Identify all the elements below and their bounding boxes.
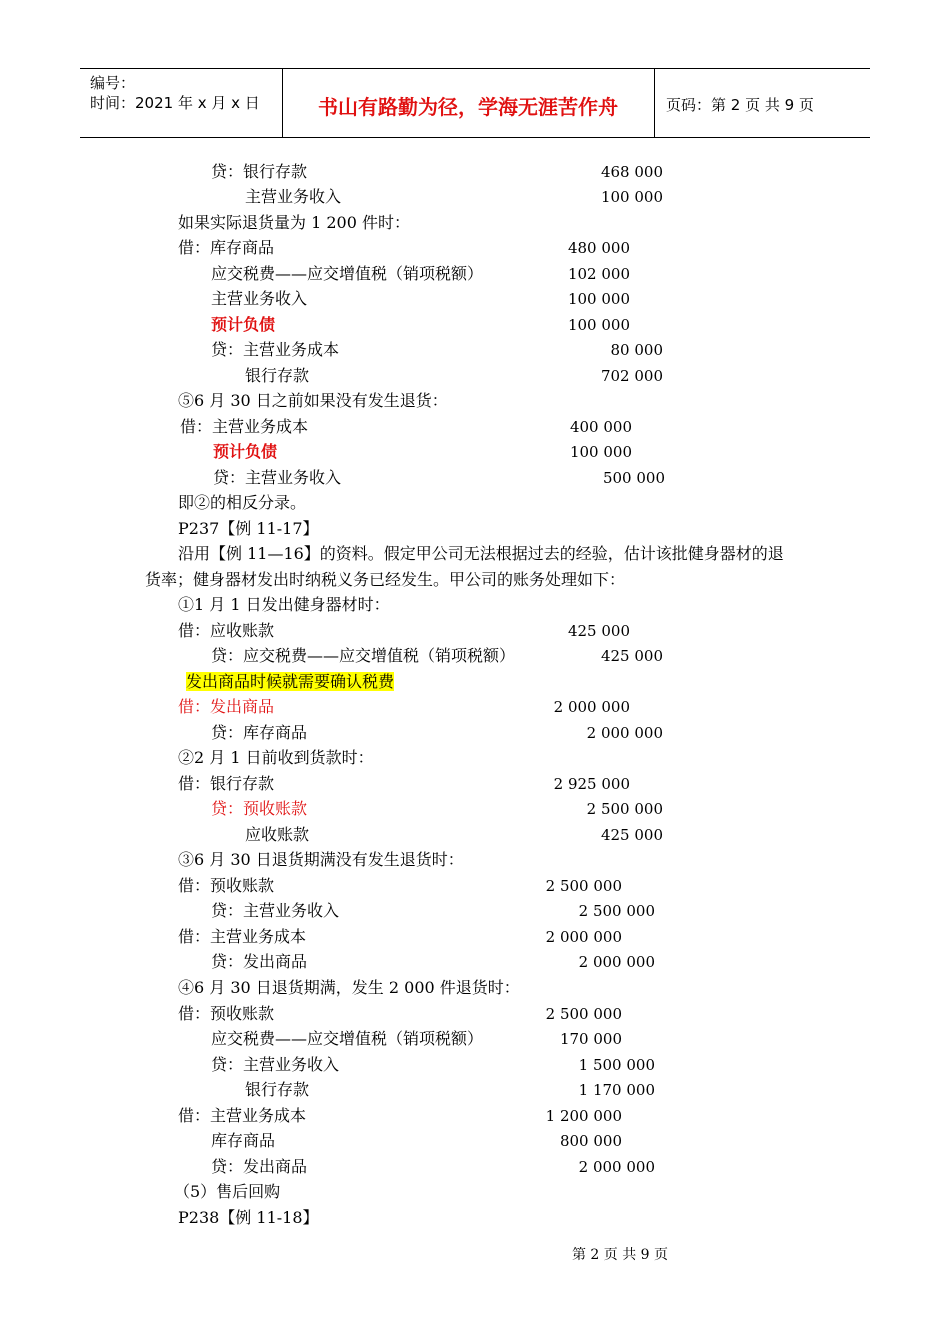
- entry-text: 贷：发出商品: [211, 1157, 308, 1176]
- entry-amount: 1 170 000: [578, 1081, 655, 1099]
- entry-text: 如果实际退货量为 1 200 件时：: [178, 213, 410, 232]
- entry-text: 应收账款: [245, 825, 310, 844]
- entry-text: 库存商品: [211, 1131, 276, 1150]
- entry-amount: 100 000: [567, 290, 630, 308]
- entry-text: 借：主营业务成本: [178, 927, 307, 946]
- entry-text: ②2 月 1 日前收到货款时：: [178, 748, 374, 767]
- entry-amount: 800 000: [559, 1132, 622, 1150]
- header-motto: 书山有路勤为径，学海无涯苦作舟: [318, 95, 618, 119]
- entry-text: 借：银行存款: [178, 774, 275, 793]
- header-left: [90, 73, 260, 113]
- entry-amount: 2 500 000: [545, 1005, 622, 1023]
- entry-amount: 1 500 000: [578, 1056, 655, 1074]
- entry-text: 即②的相反分录。: [178, 493, 307, 512]
- entry-text: 主营业务收入: [211, 289, 308, 308]
- entry-text: 贷：应交税费——应交增值税（销项税额）: [211, 646, 516, 665]
- entry-text: P237【例 11-17】: [178, 519, 319, 538]
- entry-text: 借：库存商品: [178, 238, 275, 257]
- entry-text: P238【例 11-18】: [178, 1208, 319, 1227]
- entry-text: 发出商品时候就需要确认税费: [186, 672, 395, 691]
- entry-amount: 100 000: [569, 443, 632, 461]
- entry-text: （5）售后回购: [174, 1182, 281, 1201]
- header-page-number: 页码：第 2 页 共 9 页: [666, 96, 814, 114]
- entry-text: 预计负债: [213, 442, 278, 461]
- entry-text: 借：主营业务成本: [178, 1106, 307, 1125]
- entry-amount: 425 000: [600, 647, 663, 665]
- entry-amount: 2 925 000: [553, 775, 630, 793]
- entry-amount: 100 000: [600, 188, 663, 206]
- entry-text: ③6 月 30 日退货期满没有发生退货时：: [178, 850, 464, 869]
- footer-page-number: 第 2 页 共 9 页: [571, 1247, 669, 1263]
- entry-amount: 468 000: [600, 163, 663, 181]
- entry-amount: 480 000: [567, 239, 630, 257]
- page-footer: [0, 1244, 950, 1264]
- entry-text: 借：预收账款: [178, 876, 275, 895]
- header-divider: [654, 69, 655, 137]
- entry-text: ④6 月 30 日退货期满，发生 2 000 件退货时：: [178, 978, 520, 997]
- entry-amount: 100 000: [567, 316, 630, 334]
- entry-text: 预计负债: [211, 315, 276, 334]
- entry-text: 主营业务收入: [245, 187, 342, 206]
- entry-text: 货率；健身器材发出时纳税义务已经发生。甲公司的账务处理如下：: [145, 570, 626, 589]
- entry-amount: 2 500 000: [545, 877, 622, 895]
- entry-amount: 400 000: [569, 418, 632, 436]
- entry-amount: 500 000: [602, 469, 665, 487]
- entry-amount: 425 000: [600, 826, 663, 844]
- entry-text: ①1 月 1 日发出健身器材时：: [178, 595, 390, 614]
- entry-amount: 702 000: [600, 367, 663, 385]
- entry-amount: 170 000: [559, 1030, 622, 1048]
- entry-amount: 80 000: [610, 341, 663, 359]
- entry-text: 借：发出商品: [178, 697, 275, 716]
- entry-text: 沿用【例 11—16】的资料。假定甲公司无法根据过去的经验，估计该批健身器材的退: [178, 544, 784, 563]
- entry-amount: 2 000 000: [545, 928, 622, 946]
- entry-text: ⑤6 月 30 日之前如果没有发生退货：: [178, 391, 448, 410]
- entry-text: 应交税费——应交增值税（销项税额）: [211, 1029, 484, 1048]
- entry-amount: 102 000: [567, 265, 630, 283]
- entry-amount: 2 500 000: [586, 800, 663, 818]
- entry-text: 应交税费——应交增值税（销项税额）: [211, 264, 484, 283]
- entry-amount: 2 000 000: [553, 698, 630, 716]
- date-label: 时间：2021 年 x 月 x 日: [90, 94, 260, 112]
- entry-text: 贷：预收账款: [211, 799, 308, 818]
- entry-amount: 2 000 000: [578, 953, 655, 971]
- entry-amount: 425 000: [567, 622, 630, 640]
- entry-text: 银行存款: [245, 366, 310, 385]
- entry-amount: 2 000 000: [586, 724, 663, 742]
- entry-text: 借：主营业务成本: [180, 417, 309, 436]
- entry-text: 贷：主营业务成本: [211, 340, 340, 359]
- code-label: 编号：: [90, 74, 136, 92]
- entry-amount: 2 500 000: [578, 902, 655, 920]
- page-header: [80, 68, 870, 138]
- entry-text: 借：应收账款: [178, 621, 275, 640]
- entry-text: 贷：主营业务收入: [213, 468, 342, 487]
- entry-text: 银行存款: [245, 1080, 310, 1099]
- entry-amount: 2 000 000: [578, 1158, 655, 1176]
- entry-text: 贷：库存商品: [211, 723, 308, 742]
- entry-text: 贷：主营业务收入: [211, 901, 340, 920]
- entry-text: 借：预收账款: [178, 1004, 275, 1023]
- entry-text: 贷：发出商品: [211, 952, 308, 971]
- entry-text: 贷：主营业务收入: [211, 1055, 340, 1074]
- entry-amount: 1 200 000: [545, 1107, 622, 1125]
- entry-text: 贷：银行存款: [211, 162, 308, 181]
